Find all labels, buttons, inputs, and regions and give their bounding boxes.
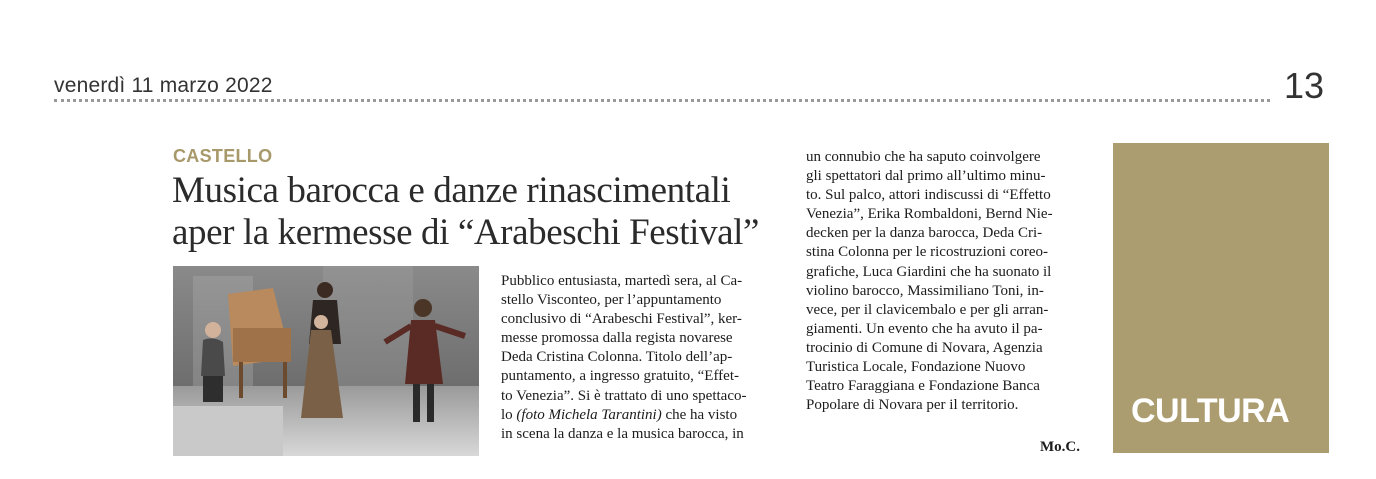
- body-line: to Venezia”. Si è trattato di uno spettaco-: [501, 387, 747, 404]
- article-kicker: CASTELLO: [173, 146, 273, 166]
- article-photo: [173, 266, 479, 456]
- headline-line: Musica barocca e danze rinascimentali: [172, 170, 731, 211]
- issue-date: venerdì 11 marzo 2022: [54, 74, 273, 97]
- body-line: Deda Cristina Colonna. Titolo dell’ap-: [501, 349, 733, 366]
- body-line: Popolare di Novara per il territorio.: [806, 397, 1019, 414]
- body-line: vece, per il clavicembalo e per gli arran-: [806, 301, 1049, 318]
- body-line: conclusivo di “Arabeschi Festival”, ker-: [501, 311, 742, 328]
- body-text: lo: [501, 406, 513, 423]
- body-line: messe promossa dalla regista novarese: [501, 330, 733, 347]
- body-line: giamenti. Un evento che ha avuto il pa-: [806, 320, 1043, 337]
- body-line: in scena la danza e la musica barocca, in: [501, 425, 744, 442]
- body-line: gli spettatori dal primo all’ultimo minu-: [806, 168, 1046, 185]
- body-line: Pubblico entusiasta, martedì sera, al Ca-: [501, 273, 743, 289]
- headline-line: aper la kermesse di “Arabeschi Festival”: [172, 212, 760, 253]
- body-line: grafiche, Luca Giardini che ha suonato il: [806, 263, 1052, 280]
- body-line: un connubio che ha saputo coinvolgere: [806, 149, 1041, 165]
- body-line: Teatro Faraggiana e Fondazione Banca: [806, 378, 1040, 395]
- article-body-column-2: [806, 148, 1096, 415]
- section-label: CULTURA: [1131, 392, 1290, 430]
- body-line: Venezia”, Erika Rombaldoni, Bernd Nie-: [806, 206, 1053, 223]
- body-line: Turistica Locale, Fondazione Nuovo: [806, 359, 1026, 376]
- body-line: stello Visconteo, per l’appuntamento: [501, 292, 722, 309]
- body-line: to. Sul palco, attori indiscussi di “Effetto: [806, 187, 1051, 204]
- body-line: stina Colonna per le ricostruzioni coreo-: [806, 244, 1049, 261]
- header-dotted-rule: [54, 99, 1270, 102]
- body-line: [501, 406, 791, 425]
- body-line: trocinio di Comune di Novara, Agenzia: [806, 339, 1043, 356]
- article-headline: [172, 170, 792, 254]
- body-text: che ha visto: [665, 406, 738, 423]
- stage-performance-photo-icon: [173, 266, 479, 456]
- author-byline: Mo.C.: [1040, 439, 1080, 455]
- section-banner: [1113, 143, 1329, 453]
- photo-credit: (foto Michela Tarantini): [516, 406, 662, 423]
- page-number: 13: [1284, 65, 1325, 106]
- article-body-column-1: [501, 272, 791, 444]
- body-line: puntamento, a ingresso gratuito, “Effet-: [501, 368, 739, 385]
- body-line: violino barocco, Massimiliano Toni, in-: [806, 282, 1044, 299]
- body-line: decken per la danza barocca, Deda Cri-: [806, 225, 1043, 242]
